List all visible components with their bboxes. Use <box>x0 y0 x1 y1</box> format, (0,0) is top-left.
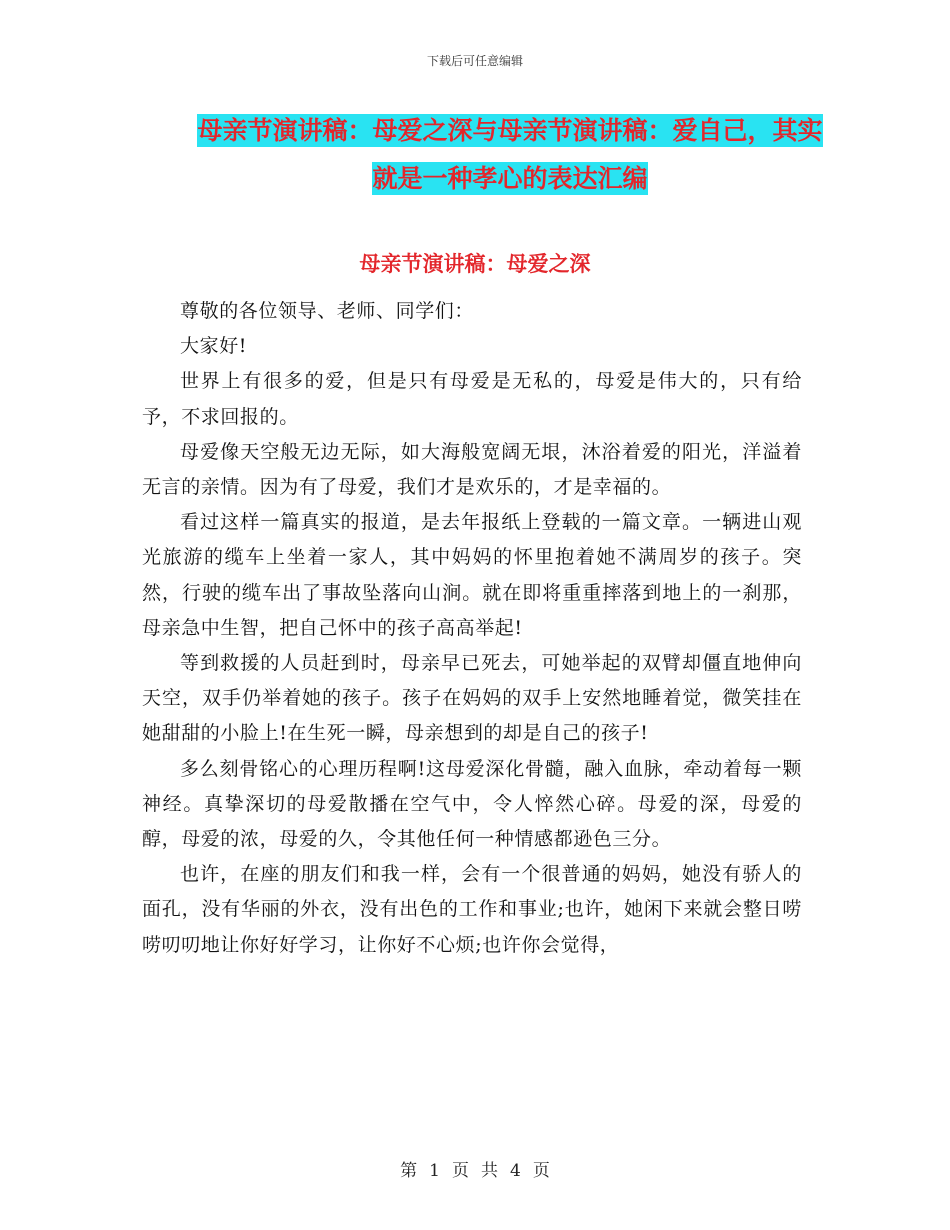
paragraph-salutation: 尊敬的各位领导、老师、同学们： <box>180 300 475 322</box>
document-title-text: 母亲节演讲稿：母爱之深与母亲节演讲稿：爱自己，其实就是一种孝心的表达汇编 <box>197 116 823 193</box>
footer-label-ye: 页 <box>452 1161 469 1181</box>
footer-total-pages: 4 <box>510 1161 521 1181</box>
section-title: 母亲节演讲稿：母爱之深 <box>359 252 591 276</box>
paragraph: 看过这样一篇真实的报道，是去年报纸上登载的一篇文章。一辆进山观光旅游的缆车上坐着一家人，其中妈妈的怀里抱着她不满周岁的孩子。突然，行驶的缆车出了事故坠落向山涧。就在即将重重摔落到地上的一刹那，母亲急中生智，把自己怀中的孩子高高举起! <box>142 511 802 639</box>
footer-label-gong: 共 <box>481 1161 498 1181</box>
page-footer <box>0 1156 950 1181</box>
document-title <box>190 107 830 203</box>
paragraph: 世界上有很多的爱，但是只有母爱是无私的，母爱是伟大的，只有给予，不求回报的。 <box>142 370 802 428</box>
paragraph: 等到救援的人员赶到时，母亲早已死去，可她举起的双臂却僵直地伸向天空，双手仍举着她的孩子。孩子在妈妈的双手上安然地睡着觉，微笑挂在她甜甜的小脸上!在生死一瞬，母亲想到的却是自己的孩子! <box>142 652 802 745</box>
paragraph: 多么刻骨铭心的心理历程啊!这母爱深化骨髓，融入血脉，牵动着每一颗神经。真挚深切的母爱散播在空气中，令人悴然心碎。母爱的深，母爱的醇，母爱的浓，母爱的久，令其他任何一种情感都逊色三分。 <box>142 757 802 851</box>
paragraph: 母爱像天空般无边无际，如大海般宽阔无垠，沐浴着爱的阳光，洋溢着无言的亲情。因为有了母爱，我们才是欢乐的，才是幸福的。 <box>142 440 802 499</box>
page-header-note: 下载后可任意编辑 <box>426 54 523 68</box>
footer-label-ye-end: 页 <box>532 1161 550 1181</box>
body-text <box>142 294 802 963</box>
paragraph: 也许，在座的朋友们和我一样，会有一个很普通的妈妈，她没有骄人的面孔，没有华丽的外衣，没有出色的工作和事业;也许，她闲下来就会整日唠唠叨叨地让你好好学习，让你好不心烦;也许你会觉得， <box>142 863 802 956</box>
paragraph-greeting: 大家好! <box>180 335 248 358</box>
footer-page-number: 1 <box>429 1161 440 1181</box>
footer-label-di: 第 <box>400 1161 418 1181</box>
